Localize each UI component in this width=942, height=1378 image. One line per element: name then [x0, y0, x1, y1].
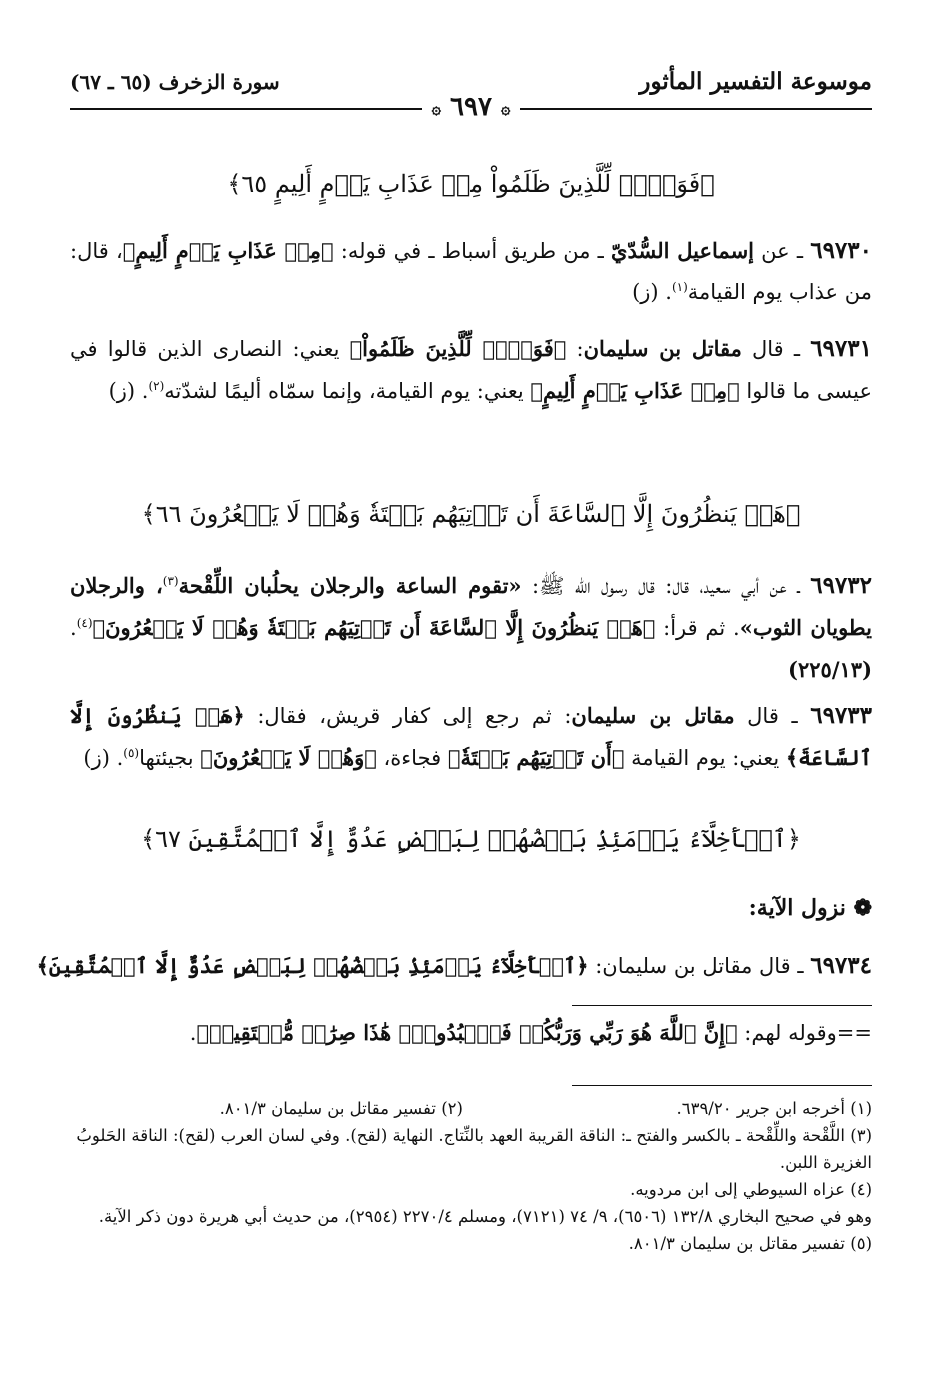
continuation-line: ==وقوله لهم: ﴿إِنَّ ٱللَّهَ هُوَ رَبِّي وَرَبُّكُمۡ فَٱعۡبُدُوهُۚ هَٰذَا صِرَٰطٞ مُّسۡتَقِيمٞ﴾.	[189, 1020, 872, 1045]
footnote-4: (٤) عزاه السيوطي إلى ابن مردويه.	[630, 1180, 872, 1199]
footnote-ref: (٣)	[162, 574, 179, 588]
entry-number: ٦٩٧٣٣	[810, 702, 872, 729]
hadith-text: «تقوم الساعة والرجلان يحلُبان اللِّقْحة	[178, 573, 522, 598]
ornament-right-icon: ۞	[501, 98, 511, 118]
verse-65: ﴿فَوَيۡلٞ لِّلَّذِينَ ظَلَمُواْ مِنۡ عَذَابِ يَوۡمٍ أَلِيمٍ ٦٥﴾	[227, 170, 715, 198]
quran-quote: ﴿مِنۡ عَذَابِ يَوۡمٍ أَلِيمٍ﴾	[530, 378, 740, 403]
footnote-5: (٥) تفسير مقاتل بن سليمان ٨٠١/٣.	[628, 1234, 872, 1253]
footnote-4-detail: وهو في صحيح البخاري ١٣٢/٨ (٦٥٠٦)، ٩/ ٧٤ (٧١٢١)، ومسلم ٢٢٧٠/٤ (٢٩٥٤)، من حديث أبي هريرة دون ذكر الآية.	[98, 1207, 872, 1226]
footnote-1: (١) أخرجه ابن جرير ٦٣٩/٢٠.	[676, 1099, 872, 1118]
volume-reference: (٢٢٥/١٣)	[788, 657, 872, 682]
section-title: نزول الآية:	[748, 895, 846, 921]
book-title: موسوعة التفسير المأثور	[639, 68, 872, 95]
separator-rule	[572, 1005, 872, 1006]
entry-number: ٦٩٧٣٠	[810, 237, 872, 264]
entry-69733: ٦٩٧٣٣ ـ قال مقاتل بن سليمان: ثم رجع إلى كفار قريش، فقال: ﴿هَلۡ يَنظُرُونَ إِلَّا ٱلسَّاعَةَ﴾ يعني: يوم القيامة ﴿أَن تَأۡتِيَهُم بَغۡتَةٗ﴾ فجاءة، ﴿وَهُمۡ لَا يَشۡعُرُونَ﴾ بجيئتها$^{(٥)}$. (ز)	[70, 702, 872, 770]
flower-icon: ❁	[853, 895, 872, 921]
verse-67: ﴿ٱلۡأَخِلَّآءُ يَوۡمَئِذِۢ بَعۡضُهُمۡ لِبَعۡضٍ عَدُوٌّ إِلَّا ٱلۡمُتَّقِينَ ٦٧﴾	[141, 825, 801, 853]
quran-quote: ﴿أَن تَأۡتِيَهُم بَغۡتَةٗ﴾	[447, 745, 625, 770]
page-number-box	[422, 92, 521, 122]
quran-quote: ﴿هَلۡ يَنظُرُونَ إِلَّا ٱلسَّاعَةَ﴾	[70, 703, 872, 770]
section-heading	[749, 895, 872, 921]
page-number: ٦٩٧	[450, 92, 492, 122]
footnote-ref: (٢)	[148, 379, 165, 393]
hadith-text: ، والرجلان يطويان الثوب»	[70, 573, 872, 640]
footnote-ref: (٤)	[76, 616, 93, 630]
footnote-row	[70, 1095, 872, 1122]
page-number-wrap	[0, 92, 942, 122]
quran-quote: ﴿هَلۡ يَنظُرُونَ إِلَّا ٱلسَّاعَةَ أَن تَأۡتِيَهُم بَغۡتَةٗ وَهُمۡ لَا يَشۡعُرُونَ﴾	[92, 615, 656, 640]
footnote-3: (٣) اللَّقْحة واللِّقْحة ـ بالكسر والفتح ـ: الناقة القريبة العهد بالنِّتاج. النهاية (لقح). وفي لسان العرب (لقح): الناقة الحَلوبُ الغزيرة اللبن.	[76, 1126, 872, 1172]
footnote-2: (٢) تفسير مقاتل بن سليمان ٨٠١/٣.	[219, 1099, 463, 1118]
quran-quote: ﴿ٱلۡأَخِلَّآءُ يَوۡمَئِذِۢ بَعۡضُهُمۡ لِبَعۡضٍ عَدُوٌّ إِلَّا ٱلۡمُتَّقِينَ﴾	[36, 953, 589, 978]
narrator-name: مقاتل بن سليمان	[583, 336, 742, 361]
narrator-name: مقاتل بن سليمان	[571, 703, 735, 728]
narrator-name: إسماعيل السُّدّيّ	[611, 238, 754, 263]
footnote-ref: (٥)	[123, 746, 140, 760]
quran-quote: ﴿إِنَّ ٱللَّهَ هُوَ رَبِّي وَرَبُّكُمۡ فَٱعۡبُدُوهُۚ هَٰذَا صِرَٰطٞ مُّسۡتَقِيمٞ﴾	[196, 1020, 738, 1045]
entry-69734: ٦٩٧٣٤ ـ قال مقاتل بن سليمان: ﴿ٱلۡأَخِلَّآءُ يَوۡمَئِذِۢ بَعۡضُهُمۡ لِبَعۡضٍ عَدُوٌّ إِلَّا ٱلۡمُتَّقِينَ﴾	[36, 952, 872, 979]
quran-quote: ﴿وَهُمۡ لَا يَشۡعُرُونَ﴾	[200, 745, 377, 770]
entry-number: ٦٩٧٣١	[810, 335, 872, 362]
footnote-ref: (١)	[671, 280, 688, 294]
ornament-left-icon: ۞	[431, 98, 441, 118]
surah-range: سورة الزخرف (٦٥ ـ ٦٧)	[70, 70, 280, 94]
entry-69730: ٦٩٧٣٠ ـ عن إسماعيل السُّدّيّ ـ من طريق أسباط ـ في قوله: ﴿مِنۡ عَذَابِ يَوۡمٍ أَلِيمٍ﴾، قال: من عذاب يوم القيامة$^{(١)}$. (ز)	[70, 237, 872, 304]
footnotes	[70, 1095, 872, 1257]
quran-quote: ﴿فَوَيۡلٞ لِّلَّذِينَ ظَلَمُواْ﴾	[349, 336, 567, 361]
continuation-marker: ==	[836, 1021, 872, 1045]
entry-number: ٦٩٧٣٢	[810, 572, 872, 599]
entry-69732: ٦٩٧٣٢ ـ عن أبي سعيد، قال: قال رسول الله ﷺ: «تقوم الساعة والرجلان يحلُبان اللِّقْحة$^{(٣)}$، والرجلان يطويان الثوب». ثم قرأ: ﴿هَلۡ يَنظُرُونَ إِلَّا ٱلسَّاعَةَ أَن تَأۡتِيَهُم بَغۡتَةٗ وَهُمۡ لَا يَشۡعُرُونَ﴾$^{(٤)}$. (٢٢٥/١٣)	[70, 572, 872, 682]
quran-quote: ﴿مِنۡ عَذَابِ يَوۡمٍ أَلِيمٍ﴾	[122, 238, 334, 263]
verse-66: ﴿هَلۡ يَنظُرُونَ إِلَّا ٱلسَّاعَةَ أَن تَأۡتِيَهُم بَغۡتَةٗ وَهُمۡ لَا يَشۡعُرُونَ ٦٦﴾	[141, 500, 801, 528]
entry-number: ٦٩٧٣٤	[810, 952, 872, 979]
footnotes-rule	[572, 1085, 872, 1086]
entry-69731: ٦٩٧٣١ ـ قال مقاتل بن سليمان: ﴿فَوَيۡلٞ لِّلَّذِينَ ظَلَمُواْ﴾ يعني: النصارى الذين قالوا في عيسى ما قالوا ﴿مِنۡ عَذَابِ يَوۡمٍ أَلِيمٍ﴾ يعني: يوم القيامة، وإنما سمّاه أليمًا لشدّته$^{(٢)}$. (ز)	[70, 335, 872, 403]
